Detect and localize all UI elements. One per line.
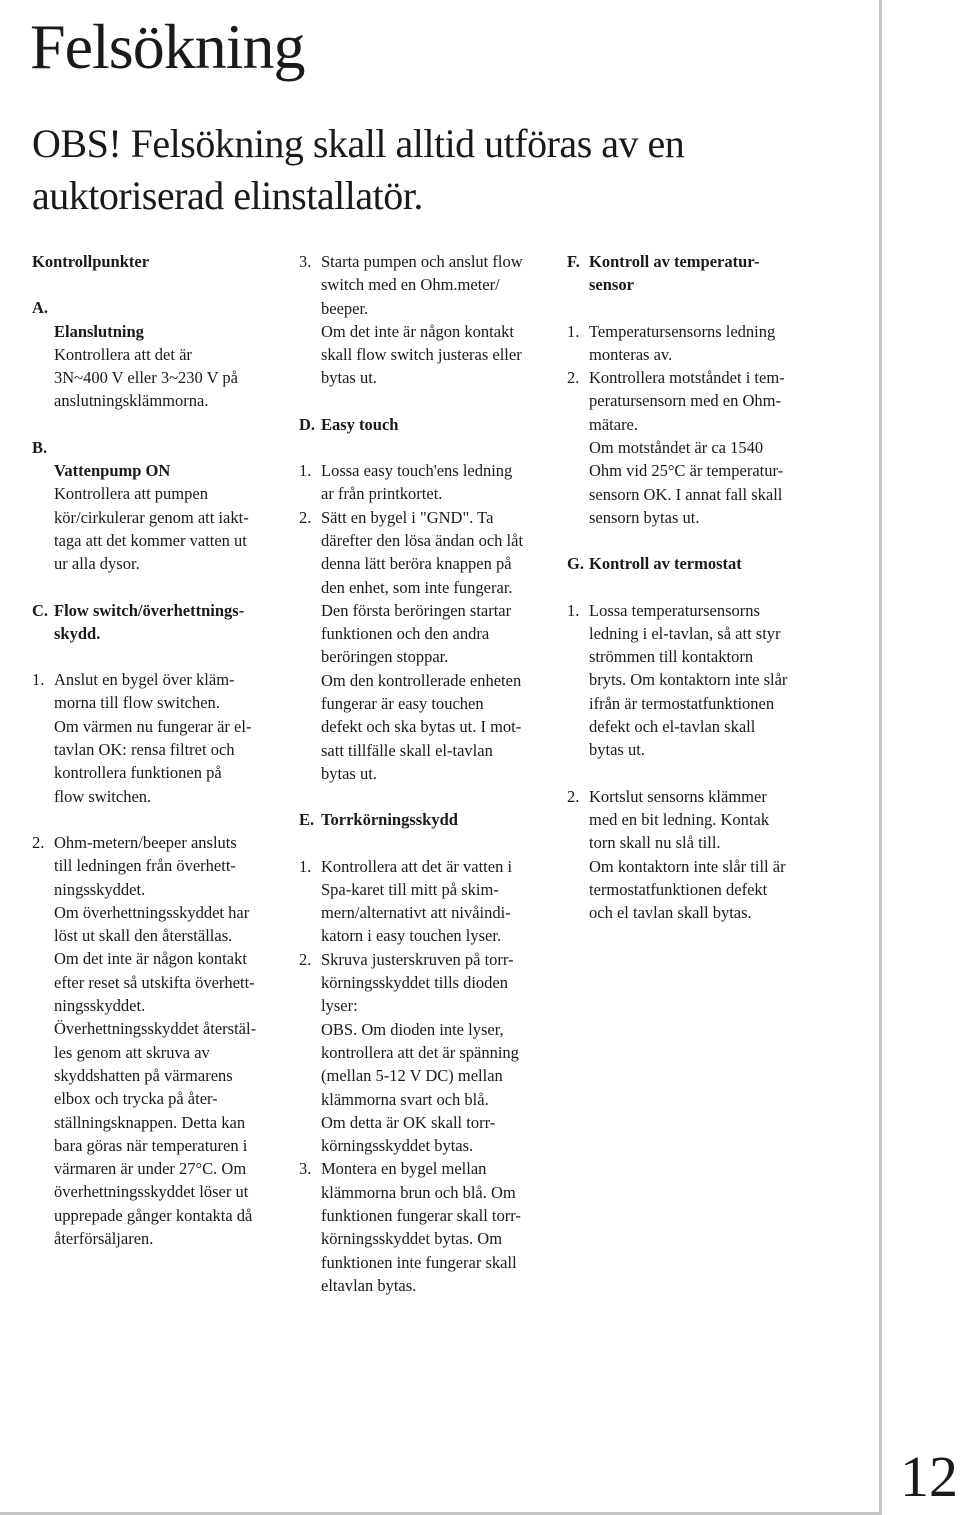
section-label: B.	[32, 437, 48, 457]
section-label: E.	[299, 810, 315, 830]
item-number: 1.	[299, 461, 312, 481]
item-number: 1.	[567, 321, 580, 341]
list-item-d1	[299, 459, 549, 506]
section-heading: Kontrollpunkter	[32, 252, 150, 271]
section-label: F.	[567, 252, 580, 271]
section-body: Kontrollera att det är 3N~400 V eller 3~230 V på anslutningsklämmorna.	[54, 344, 238, 411]
column-2	[299, 250, 549, 1297]
item-text: Skruva justerskruven på torr- körningsskyddet tills dioden lyser: OBS. Om dioden inte lyser, kontrollera att det är spänning (mellan 5-12 V DC) mellan klämmorna svart och blå. Om detta är OK skall torr- körningsskyddet bytas.	[321, 949, 519, 1156]
item-text: Montera en bygel mellan klämmorna brun och blå. Om funktionen fungerar skall torr- körningsskyddet bytas. Om funktionen inte fungerar skall eltavlan bytas.	[321, 1159, 521, 1295]
section-g	[567, 552, 817, 575]
column-3	[567, 250, 817, 924]
item-text: Sätt en bygel i "GND". Ta därefter den lösa ändan och låt denna lätt beröra knappen på den enhet, som inte fungerar. Den första beröringen startar funktionen och den andra beröringen stoppar. Om den kontrollerade enheten fungerar är easy touchen defekt och ska bytas ut. I mot- satt tillfälle skall el-tavlan bytas ut.	[321, 507, 524, 783]
item-number: 1.	[32, 670, 45, 690]
item-number: 2.	[299, 507, 312, 527]
item-text: Anslut en bygel över kläm- morna till flow switchen. Om värmen nu fungerar är el- tavlan OK: rensa filtret och kontrollera funktionen på flow switchen.	[54, 670, 252, 806]
list-item-c1	[32, 668, 282, 808]
item-text: Temperatursensorns ledning monteras av.	[589, 321, 776, 364]
item-number: 3.	[299, 252, 312, 271]
section-title: Vattenpump ON	[54, 461, 171, 481]
section-title: Elanslutning	[54, 321, 144, 341]
item-text: Kontrollera att det är vatten i Spa-karet till mitt på skim- mern/alternativt att nivåindi- katorn i easy touchen lyser.	[321, 856, 513, 946]
section-body: Kontrollera att pumpen kör/cirkulerar genom att iakt- taga att det kommer vatten ut ur alla dysor.	[54, 484, 249, 574]
column-1	[32, 250, 282, 1250]
section-a	[32, 296, 282, 412]
section-title: Easy touch	[321, 414, 399, 434]
item-text: Kontrollera motståndet i tem- peratursensorn med en Ohm- mätare. Om motståndet är ca 1540 Ohm vid 25°C är temperatur- sensorn OK. I annat fall skall sensorn bytas ut.	[589, 368, 785, 527]
section-label: G.	[567, 554, 584, 574]
section-f	[567, 250, 817, 297]
list-item-f2	[567, 366, 817, 529]
list-item-e2	[299, 948, 549, 1158]
section-e	[299, 808, 549, 831]
warning-text: OBS! Felsökning skall alltid utföras av en auktoriserad elinstallatör.	[32, 121, 685, 218]
section-c	[32, 599, 282, 646]
item-number: 1.	[567, 600, 580, 620]
item-number: 2.	[567, 786, 580, 806]
page-title: Felsökning	[30, 11, 305, 82]
list-item-g1	[567, 599, 817, 762]
page-number: 12	[900, 1444, 958, 1509]
item-text: Starta pumpen och anslut flow switch med en Ohm.meter/ beeper. Om det inte är någon kontakt skall flow switch justeras eller bytas ut.	[321, 252, 523, 388]
section-label: C.	[32, 600, 49, 620]
section-title: Kontroll av termostat	[589, 554, 742, 574]
section-title: Torrkörningsskydd	[321, 810, 458, 830]
item-number: 2.	[299, 949, 312, 969]
section-title: Flow switch/överhettnings- skydd.	[54, 600, 245, 643]
item-text: Lossa easy touch'ens ledning ar från printkortet.	[321, 461, 513, 504]
section-label: A.	[32, 298, 49, 318]
section-b	[32, 436, 282, 576]
item-text: Kortslut sensorns klämmer med en bit ledning. Kontak torn skall nu slå till. Om kontaktorn inte slår till är termostatfunktionen defekt och el tavlan skall bytas.	[589, 786, 786, 923]
section-label: D.	[299, 414, 316, 434]
list-item-c3	[299, 250, 549, 390]
list-item-f1	[567, 320, 817, 367]
item-number: 2.	[567, 368, 580, 388]
list-item-e3	[299, 1157, 549, 1297]
list-item-c2	[32, 831, 282, 1250]
item-number: 2.	[32, 832, 45, 852]
list-item-d2	[299, 506, 549, 786]
section-d	[299, 413, 549, 436]
section-title: Kontroll av temperatur- sensor	[589, 252, 760, 295]
list-item-e1	[299, 855, 549, 948]
item-text: Ohm-metern/beeper ansluts till ledningen från överhett- ningsskyddet. Om överhettningsskyddet har löst ut skall den återställas. Om det inte är någon kontakt efter reset så utskifta överhett- ningsskyddet. Överhettningsskyddet återstäl- les genom att skruva av skyddshatten på värmarens elbox och trycka på åter- ställningsknappen. Detta kan bara göras när temperaturen i värmaren är under 27°C. Om överhettningsskyddet löser ut upprepade gånger kontakta då återförsäljaren.	[54, 832, 257, 1248]
item-text: Lossa temperatursensorns ledning i el-tavlan, så att styr strömmen till kontaktorn bryts. Om kontaktorn inte slår ifrån är termostatfunktionen defekt och el-tavlan skall bytas ut.	[589, 600, 788, 760]
list-item-g2	[567, 785, 817, 925]
item-number: 3.	[299, 1159, 312, 1179]
item-number: 1.	[299, 856, 312, 876]
